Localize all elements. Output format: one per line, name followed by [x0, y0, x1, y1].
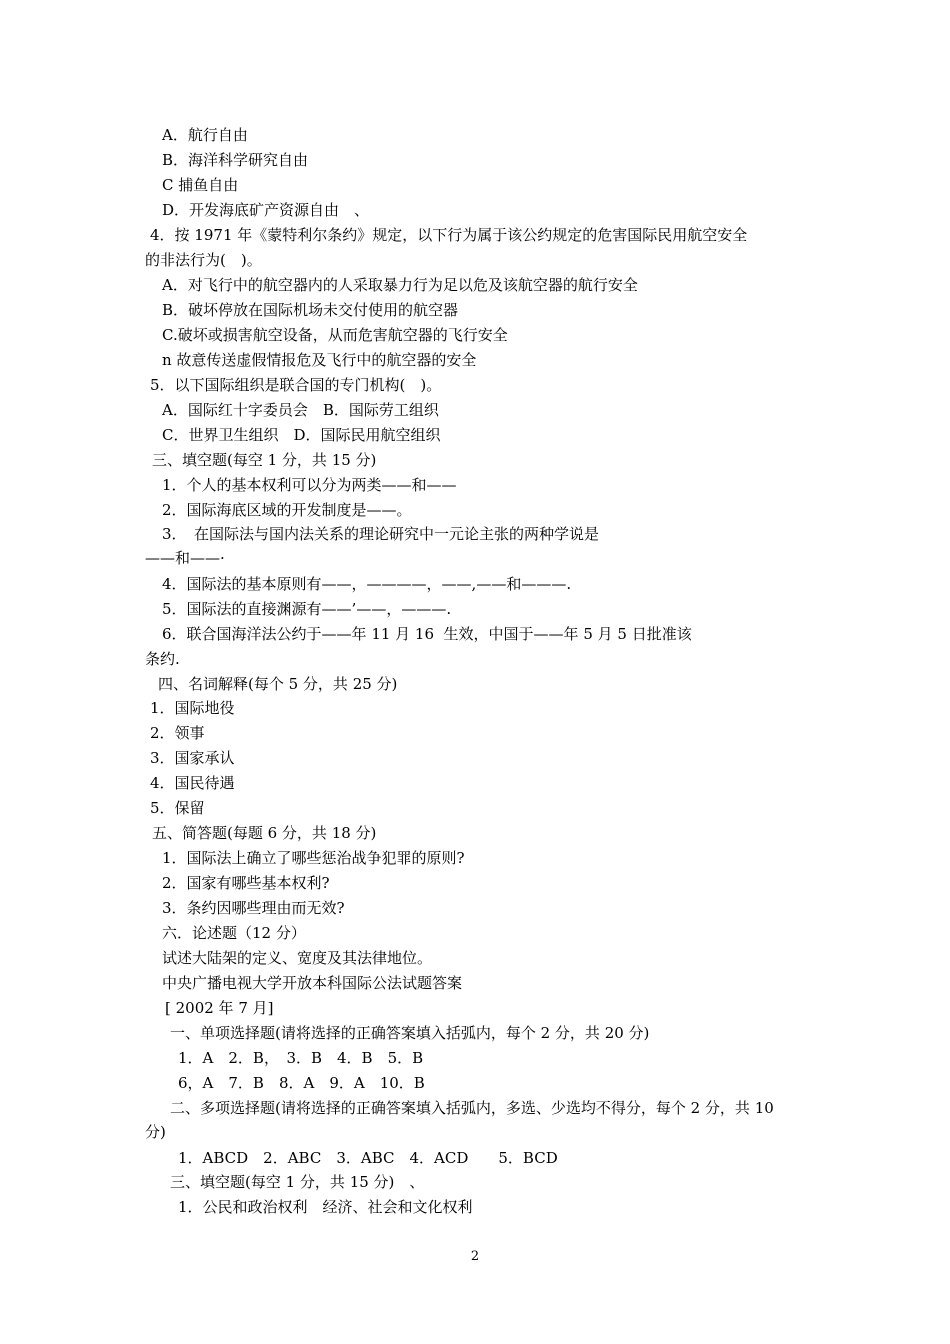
text-line: 1．A 2．B， 3．B 4．B 5．B	[178, 1049, 424, 1067]
text-line: 4．国民待遇	[150, 774, 235, 792]
text-line: 1．个人的基本权利可以分为两类——和——	[162, 476, 457, 494]
text-line: 试述大陆架的定义、宽度及其法律地位。	[162, 949, 433, 967]
text-line: 5．保留	[150, 799, 205, 817]
text-line: 4．国际法的基本原则有——，————，——,——和———.	[162, 575, 572, 593]
text-line: 1．公民和政治权利 经济、社会和文化权利	[178, 1198, 473, 1216]
text-line: 5．以下国际组织是联合国的专门机构( )。	[150, 376, 442, 394]
text-line: 6，A 7．B 8．A 9．A 10．B	[178, 1074, 425, 1092]
text-line: 中央广播电视大学开放本科国际公法试题答案	[162, 974, 463, 992]
text-line: 3．条约因哪些理由而无效?	[162, 899, 345, 917]
text-line: 三、填空题(每空 1 分，共 15 分)	[152, 451, 377, 469]
text-line: 1．ABCD 2．ABC 3．ABC 4．ACD 5．BCD	[178, 1149, 558, 1167]
text-line: C．世界卫生组织 D．国际民用航空组织	[162, 426, 441, 444]
text-line: 1．国际法上确立了哪些惩治战争犯罪的原则?	[162, 849, 465, 867]
text-line: 3．国家承认	[150, 749, 235, 767]
text-line: 二、多项选择题(请将选择的正确答案填入括弧内，多选、少选均不得分，每个 2 分，共 10	[170, 1099, 774, 1117]
text-line: n 故意传送虚假情报危及飞行中的航空器的安全	[162, 351, 477, 369]
text-line: 6．联合国海洋法公约于——年 11 月 16 生效，中国于——年 5 月 5 日批准该	[162, 625, 692, 643]
text-line: C.破坏或损害航空设备，从而危害航空器的飞行安全	[162, 326, 508, 344]
text-line: 四、名词解释(每个 5 分，共 25 分)	[158, 675, 398, 693]
text-line: 1．国际地役	[150, 699, 235, 717]
text-line: 的非法行为( )。	[145, 251, 262, 269]
text-line: 4．按 1971 年《蒙特利尔条约》规定，以下行为属于该公约规定的危害国际民用航空安全	[150, 226, 748, 244]
text-line: 六．论述题（12 分）	[162, 924, 306, 942]
text-line: C 捕鱼自由	[162, 176, 239, 194]
text-line: A．国际红十字委员会 B．国际劳工组织	[162, 401, 439, 419]
text-line: 5．国际法的直接渊源有——’——，———.	[162, 600, 452, 618]
text-line: 三、填空题(每空 1 分，共 15 分) 、	[170, 1173, 425, 1191]
text-line: 五、简答题(每题 6 分，共 18 分)	[152, 824, 377, 842]
text-line: B．破坏停放在国际机场未交付使用的航空器	[162, 301, 459, 319]
text-line: 一、单项选择题(请将选择的正确答案填入括弧内，每个 2 分，共 20 分)	[170, 1024, 650, 1042]
text-line: A．航行自由	[162, 126, 248, 144]
text-line: ——和——·	[145, 549, 225, 567]
text-line: 3． 在国际法与国内法关系的理论研究中一元论主张的两种学说是	[162, 525, 600, 543]
text-line: 条约.	[145, 650, 180, 668]
text-line: [ 2002 年 7 月]	[165, 999, 274, 1017]
text-line: 2．领事	[150, 724, 205, 742]
text-line: D．开发海底矿产资源自由 、	[162, 201, 370, 219]
page-number: 2	[470, 1249, 480, 1264]
text-line: 2．国家有哪些基本权利?	[162, 874, 330, 892]
text-line: 分)	[145, 1123, 166, 1141]
text-line: B．海洋科学研究自由	[162, 151, 309, 169]
text-line: A．对飞行中的航空器内的人采取暴力行为足以危及该航空器的航行安全	[162, 276, 638, 294]
text-line: 2．国际海底区域的开发制度是——。	[162, 501, 412, 519]
